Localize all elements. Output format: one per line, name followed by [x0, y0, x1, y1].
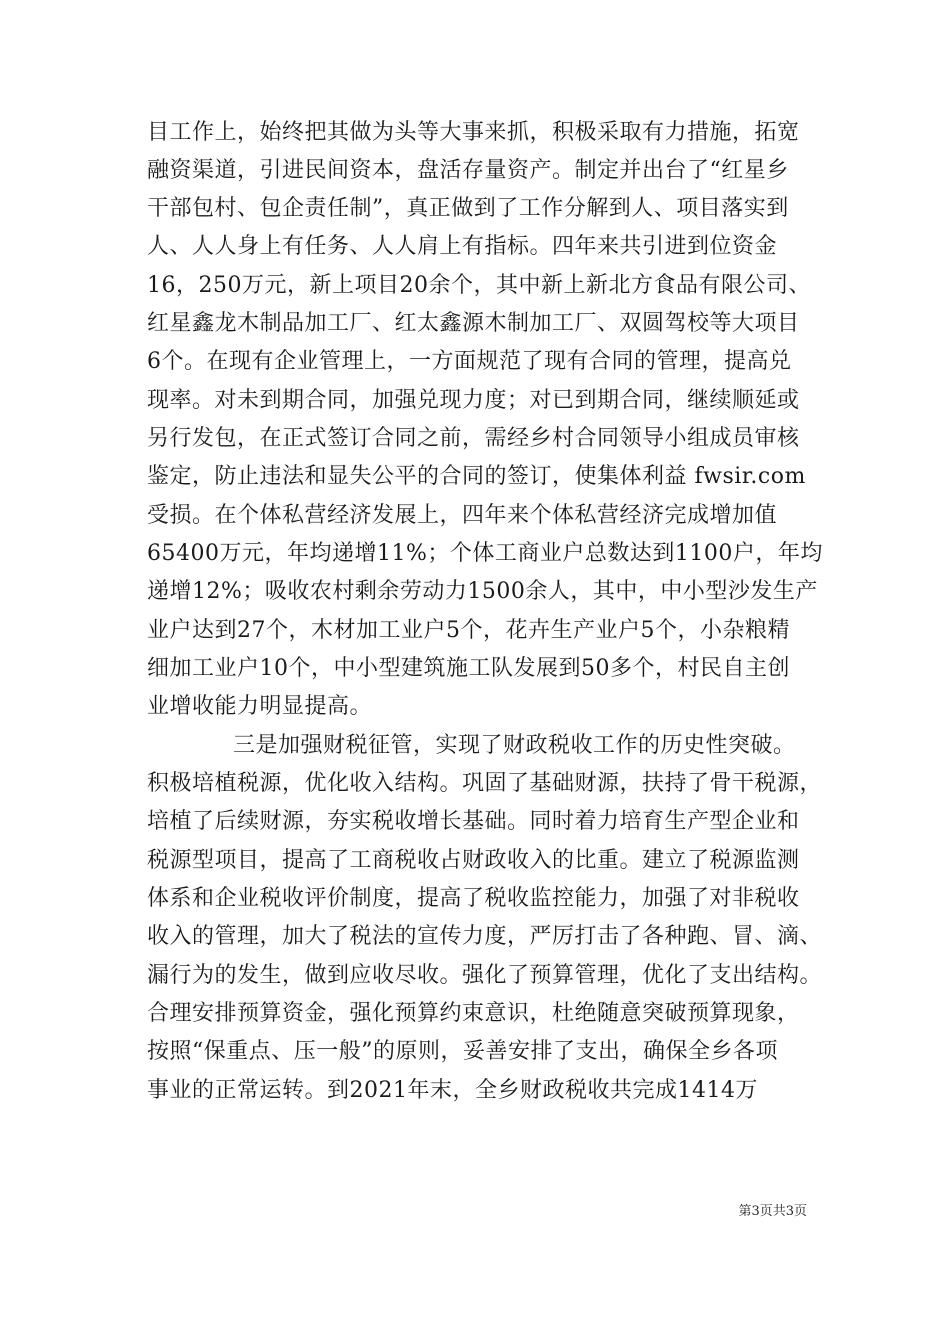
text-line-12: 65400万元，年均递增11%；个体工商业户总数达到1100户，年均: [147, 541, 823, 566]
text-line-5: 16，250万元，新上项目20余个，其中新上新北方食品有限公司、: [147, 273, 811, 298]
paragraph-heading-line: 三是加强财税征管，实现了财政税收工作的历史性突破。: [233, 733, 796, 758]
text-line-15: 细加工业户10个，中小型建筑施工队发展到50多个，村民自主创: [147, 656, 790, 681]
page-number: 第3页共3页: [738, 1204, 807, 1219]
text-line-2: 融资渠道，引进民间资本，盘活存量资产。制定并出台了“红星乡: [147, 158, 789, 183]
text-line-25: 按照“保重点、压一般”的原则，妥善安排了支出，确保全乡各项: [147, 1039, 778, 1064]
text-line-13: 递增12%；吸收农村剩余劳动力1500余人，其中，中小型沙发生产: [147, 579, 818, 604]
text-line-3: 干部包村、包企责任制”，真正做到了工作分解到人、项目落实到: [147, 196, 789, 221]
text-line-10: 鉴定，防止违法和显失公平的合同的签订，使集体利益 fwsir.com: [147, 464, 806, 489]
text-line-4: 人、人人身上有任务、人人肩上有指标。四年来共引进到位资金: [147, 234, 778, 259]
text-line-8: 现率。对未到期合同，加强兑现力度；对已到期合同，继续顺延或: [147, 388, 800, 413]
text-line-21: 体系和企业税收评价制度，提高了税收监控能力，加强了对非税收: [147, 886, 800, 911]
text-line-16: 业增收能力明显提高。: [147, 694, 373, 719]
text-line-26: 事业的正常运转。到2021年末，全乡财政税收共完成1414万: [147, 1078, 758, 1103]
text-line-22: 收入的管理，加大了税法的宣传力度，严厉打击了各种跑、冒、滴、: [147, 924, 823, 949]
text-line-18: 积极培植税源，优化收入结构。巩固了基础财源，扶持了骨干税源，: [147, 771, 823, 796]
text-line-11: 受损。在个体私营经济发展上，四年来个体私营经济完成增加值: [147, 503, 778, 528]
text-line-14: 业户达到27个，木材加工业户5个，花卉生产业户5个，小杂粮精: [147, 618, 790, 643]
text-line-1: 目工作上，始终把其做为头等大事来抓，积极采取有力措施，拓宽: [147, 120, 800, 145]
text-line-24: 合理安排预算资金，强化预算约束意识，杜绝随意突破预算现象，: [147, 1001, 800, 1026]
text-line-19: 培植了后续财源，夯实税收增长基础。同时着力培育生产型企业和: [147, 809, 800, 834]
text-line-20: 税源型项目，提高了工商税收占财政收入的比重。建立了税源监测: [147, 848, 800, 873]
text-line-23: 漏行为的发生，做到应收尽收。强化了预算管理，优化了支出结构。: [147, 963, 823, 988]
text-line-6: 红星鑫龙木制品加工厂、红太鑫源木制加工厂、双圆驾校等大项目: [147, 311, 800, 336]
text-line-7: 6个。在现有企业管理上，一方面规范了现有合同的管理，提高兑: [147, 349, 792, 374]
text-line-9: 另行发包，在正式签订合同之前，需经乡村合同领导小组成员审核: [147, 426, 800, 451]
